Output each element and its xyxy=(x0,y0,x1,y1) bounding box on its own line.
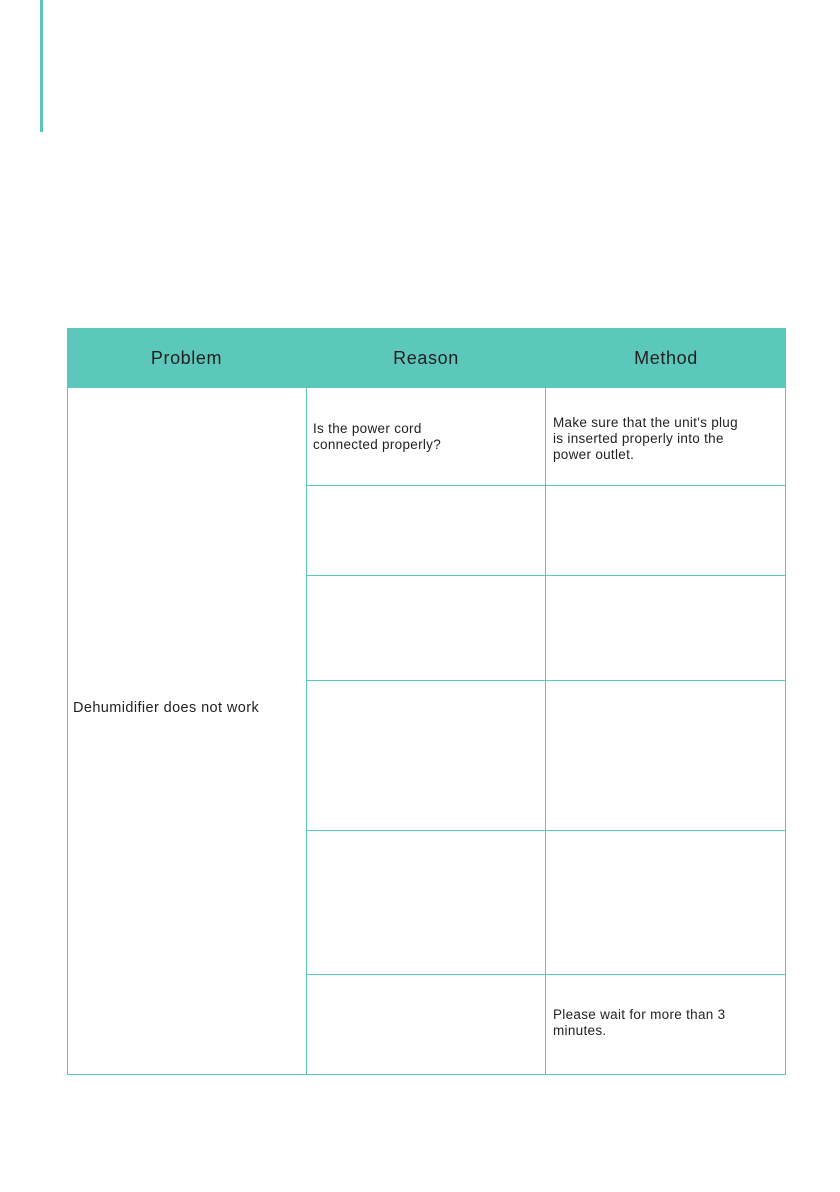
row-divider xyxy=(306,485,786,486)
problem-cell-text: Dehumidifier does not work xyxy=(73,700,260,716)
column-divider-1 xyxy=(306,328,307,1075)
header-method: Method xyxy=(546,328,786,388)
row-divider xyxy=(306,575,786,576)
method-cell xyxy=(553,1007,725,1039)
method-line: power outlet. xyxy=(553,447,635,462)
troubleshooting-table xyxy=(67,328,786,1075)
column-divider-2 xyxy=(545,328,546,1075)
reason-cell xyxy=(313,421,441,453)
method-line: is inserted properly into the xyxy=(553,431,724,446)
table-border-left xyxy=(67,328,68,1075)
page-accent-bar xyxy=(40,0,43,132)
method-cell xyxy=(553,415,738,463)
method-line: Make sure that the unit's plug xyxy=(553,415,738,430)
reason-line: Is the power cord xyxy=(313,421,422,436)
table-border-bottom xyxy=(67,1074,786,1075)
table-border-right xyxy=(785,328,786,1075)
method-line: minutes. xyxy=(553,1023,607,1038)
row-divider xyxy=(306,680,786,681)
header-problem: Problem xyxy=(67,328,306,388)
row-divider xyxy=(306,974,786,975)
row-divider xyxy=(306,830,786,831)
reason-line: connected properly? xyxy=(313,437,442,452)
method-line: Please wait for more than 3 xyxy=(553,1007,726,1022)
header-reason: Reason xyxy=(307,328,545,388)
